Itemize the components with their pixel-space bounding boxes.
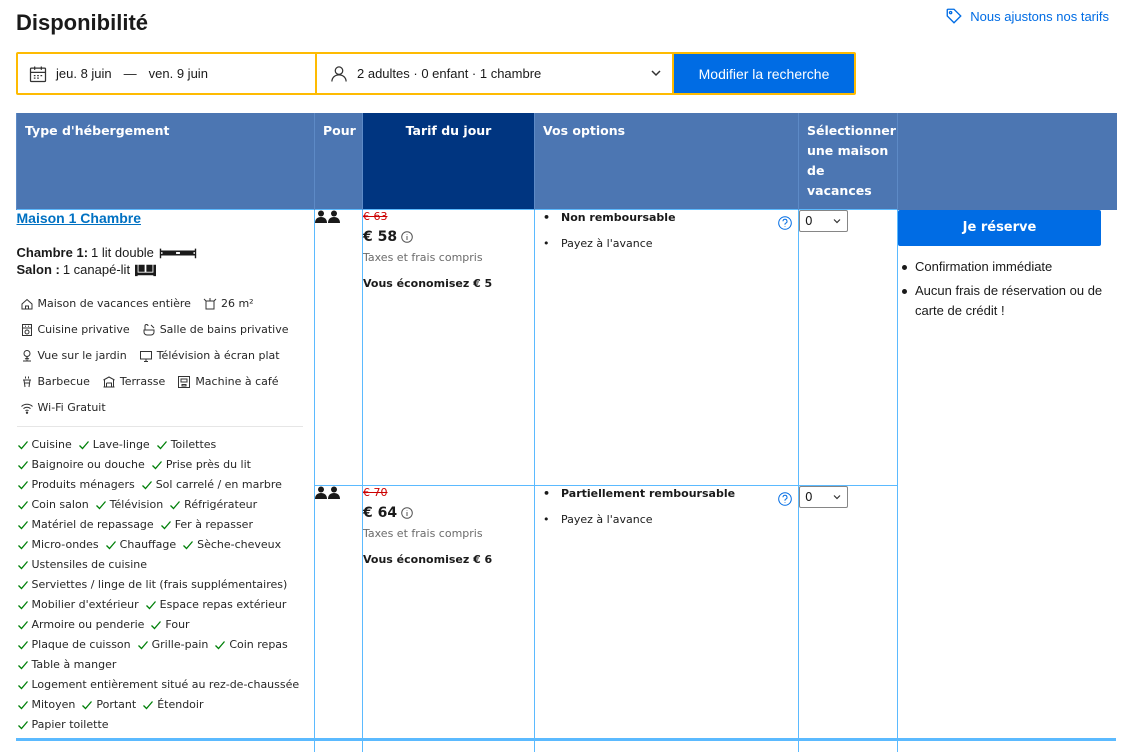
amenity-row xyxy=(17,497,309,513)
header-options: Vos options xyxy=(535,113,799,210)
check-icon xyxy=(169,499,181,511)
header-tarif: Tarif du jour xyxy=(363,113,535,210)
amenity-item xyxy=(182,537,281,553)
check-icon xyxy=(17,479,29,491)
amenity-item xyxy=(160,517,253,533)
bbq-icon xyxy=(20,375,34,389)
amenity-label: Chauffage xyxy=(119,538,177,551)
check-icon xyxy=(95,499,107,511)
amenity-row xyxy=(17,617,309,633)
amenity-label: Mobilier d'extérieur xyxy=(31,598,139,611)
chevron-down-icon xyxy=(650,67,662,79)
facility-item xyxy=(177,374,278,390)
amenity-label: Télévision xyxy=(109,498,164,511)
chevron-down-icon xyxy=(832,492,842,502)
amenity-row xyxy=(17,557,309,573)
benefit-item: Aucun frais de réservation ou de carte de crédit ! xyxy=(902,281,1117,321)
checkout-date: ven. 9 juin xyxy=(148,66,208,81)
old-price: € 63 xyxy=(363,210,388,223)
check-icon xyxy=(17,699,29,711)
amenity-row xyxy=(17,717,309,733)
option-title-text: Partiellement remboursable xyxy=(561,487,736,500)
options-cell-2 xyxy=(535,486,799,752)
two-persons-icon xyxy=(315,210,341,224)
amenity-item xyxy=(17,617,145,633)
amenity-item xyxy=(17,477,135,493)
select-cell-1 xyxy=(799,210,898,486)
area-icon xyxy=(203,297,217,311)
garden-icon xyxy=(20,349,34,363)
amenity-label: Portant xyxy=(96,698,137,711)
bed1-label: Chambre 1: xyxy=(16,245,89,260)
bed-line-2 xyxy=(17,261,315,278)
guests-text: 2 adultes · 0 enfant · 1 chambre xyxy=(357,66,542,81)
current-price xyxy=(363,229,534,245)
amenity-item xyxy=(145,597,287,613)
bed1-value: 1 lit double xyxy=(91,245,154,260)
bed2-label: Salon : xyxy=(16,262,60,277)
check-icon xyxy=(151,459,163,471)
amenity-row xyxy=(17,577,309,593)
amenity-label: Toilettes xyxy=(170,438,217,451)
amenity-item xyxy=(150,617,189,633)
table-row xyxy=(17,210,1117,486)
check-icon xyxy=(160,519,172,531)
check-icon xyxy=(17,499,29,511)
option-title: • Partiellement remboursable xyxy=(543,487,736,500)
check-icon xyxy=(214,639,226,651)
check-icon xyxy=(17,599,29,611)
question-icon[interactable] xyxy=(778,492,792,506)
amenity-label: Fer à repasser xyxy=(174,518,253,531)
facility-label: Wi-Fi Gratuit xyxy=(37,401,106,414)
check-icon xyxy=(17,719,29,731)
amenity-label: Cuisine xyxy=(31,438,72,451)
check-icon xyxy=(17,519,29,531)
wifi-icon xyxy=(20,401,34,415)
header-select: Sélectionner une maison de vacances xyxy=(799,113,898,210)
facility-item xyxy=(20,296,191,312)
amenity-item xyxy=(17,697,76,713)
check-icon xyxy=(17,439,29,451)
check-icon xyxy=(145,599,157,611)
option-payment-text: Payez à l'avance xyxy=(561,237,653,250)
amenity-label: Espace repas extérieur xyxy=(159,598,287,611)
amenity-label: Sol carrelé / en marbre xyxy=(155,478,282,491)
facility-label: Télévision à écran plat xyxy=(156,349,280,362)
option-payment-text: Payez à l'avance xyxy=(561,513,653,526)
amenity-label: Étendoir xyxy=(157,698,204,711)
amenity-item xyxy=(17,577,288,593)
sofa-bed-icon xyxy=(133,263,158,277)
price-note-text: Nous ajustons nos tarifs xyxy=(970,8,1109,24)
amenity-label: Réfrigérateur xyxy=(184,498,258,511)
select-cell-2 xyxy=(799,486,898,752)
amenity-item xyxy=(17,457,145,473)
amenity-item xyxy=(156,437,217,453)
date-separator: — xyxy=(123,66,137,81)
amenity-label: Sèche-cheveux xyxy=(197,538,282,551)
check-icon xyxy=(17,559,29,571)
amenity-item xyxy=(81,697,136,713)
check-icon xyxy=(17,679,29,691)
old-price: € 70 xyxy=(363,486,388,499)
price-cell-2 xyxy=(363,486,535,752)
amenity-item xyxy=(17,717,109,733)
check-icon xyxy=(137,639,149,651)
amenity-item xyxy=(151,457,251,473)
amenity-item xyxy=(105,537,176,553)
header-type: Type d'hébergement xyxy=(17,113,315,210)
info-icon[interactable] xyxy=(401,231,413,243)
amenity-label: Prise près du lit xyxy=(165,458,251,471)
amenity-row xyxy=(17,677,309,693)
option-payment: • Payez à l'avance xyxy=(543,513,653,526)
amenity-label: Papier toilette xyxy=(31,718,109,731)
facility-item xyxy=(142,322,289,338)
amenity-item xyxy=(17,517,154,533)
amenity-row xyxy=(17,457,309,473)
facility-label: 26 m² xyxy=(220,297,254,310)
amenity-label: Coin repas xyxy=(229,638,288,651)
amenity-item xyxy=(137,637,209,653)
savings-text: Vous économisez € 6 xyxy=(363,553,493,566)
amenity-row xyxy=(17,637,309,653)
header-reserve xyxy=(898,113,1117,210)
option-title-text: Non remboursable xyxy=(561,211,676,224)
chevron-down-icon xyxy=(832,216,842,226)
amenity-item xyxy=(169,497,257,513)
amenity-label: Ustensiles de cuisine xyxy=(31,558,148,571)
check-icon xyxy=(142,699,154,711)
amenity-label: Baignoire ou douche xyxy=(31,458,145,471)
facility-item xyxy=(20,400,106,416)
amenity-label: Micro-ondes xyxy=(31,538,99,551)
amenity-row xyxy=(17,657,309,673)
amenity-label: Grille-pain xyxy=(151,638,209,651)
amenity-item xyxy=(17,557,148,573)
options-cell-1 xyxy=(535,210,799,486)
price-value: € 64 xyxy=(363,505,398,521)
check-icon xyxy=(182,539,194,551)
check-icon xyxy=(150,619,162,631)
kitchen-icon xyxy=(20,323,34,337)
facility-item xyxy=(139,348,280,364)
check-icon xyxy=(17,459,29,471)
modify-search-button[interactable]: Modifier la recherche xyxy=(674,54,854,93)
amenity-item xyxy=(17,597,139,613)
checkin-date: jeu. 8 juin xyxy=(56,66,112,81)
check-icon xyxy=(81,699,93,711)
amenity-item xyxy=(214,637,287,653)
price-cell-1 xyxy=(363,210,535,486)
question-icon[interactable] xyxy=(778,216,792,230)
calendar-icon xyxy=(28,64,48,84)
accommodation-name-link[interactable]: Maison 1 Chambre xyxy=(16,210,141,226)
guests-selector[interactable] xyxy=(317,54,672,93)
quantity-value: 0 xyxy=(805,490,813,504)
check-icon xyxy=(17,539,29,551)
facility-item xyxy=(20,322,130,338)
check-icon xyxy=(78,439,90,451)
tax-note: Taxes et frais compris xyxy=(363,527,483,540)
savings-text: Vous économisez € 5 xyxy=(363,277,493,290)
terrace-icon xyxy=(102,375,116,389)
amenity-label: Armoire ou penderie xyxy=(31,618,145,631)
amenity-label: Four xyxy=(165,618,190,631)
amenity-row xyxy=(17,517,309,533)
amenity-item xyxy=(17,537,99,553)
amenity-row xyxy=(17,437,309,453)
check-icon xyxy=(141,479,153,491)
bath-icon xyxy=(142,323,156,337)
facility-label: Salle de bains privative xyxy=(159,323,289,336)
amenity-label: Logement entièrement situé au rez-de-chaussée xyxy=(31,678,300,691)
info-icon[interactable] xyxy=(401,507,413,519)
amenity-item xyxy=(17,657,117,673)
facility-label: Barbecue xyxy=(37,375,90,388)
bed-line-1 xyxy=(17,244,315,261)
reserve-cell xyxy=(898,210,1117,752)
check-icon xyxy=(17,619,29,631)
amenity-label: Coin salon xyxy=(31,498,89,511)
occupancy-cell-2 xyxy=(315,486,363,752)
availability-table xyxy=(16,113,1117,752)
reserve-button[interactable]: Je réserve xyxy=(898,210,1101,246)
check-icon xyxy=(17,579,29,591)
coffee-icon xyxy=(177,375,191,389)
amenity-item xyxy=(141,477,282,493)
option-title: • Non remboursable xyxy=(543,211,676,224)
amenity-item xyxy=(78,437,150,453)
search-bar xyxy=(16,52,856,95)
facility-item xyxy=(203,296,254,312)
check-icon xyxy=(156,439,168,451)
check-icon xyxy=(17,639,29,651)
amenity-label: Table à manger xyxy=(31,658,117,671)
page-title: Disponibilité xyxy=(16,10,148,35)
amenity-row xyxy=(17,697,309,713)
amenity-item xyxy=(17,637,131,653)
occupancy-cell-1 xyxy=(315,210,363,486)
amenity-item xyxy=(95,497,164,513)
facility-item xyxy=(20,374,90,390)
quantity-select[interactable] xyxy=(799,486,848,508)
amenity-label: Produits ménagers xyxy=(31,478,135,491)
header-pour: Pour xyxy=(315,113,363,210)
amenity-label: Plaque de cuisson xyxy=(31,638,131,651)
amenity-row xyxy=(17,537,309,553)
option-payment: • Payez à l'avance xyxy=(543,237,653,250)
facility-label: Cuisine privative xyxy=(37,323,130,336)
benefit-item: Confirmation immédiate xyxy=(902,257,1117,277)
bed2-value: 1 canapé-lit xyxy=(62,262,131,277)
check-icon xyxy=(17,659,29,671)
amenity-label: Serviettes / linge de lit (frais supplémentaires) xyxy=(31,578,288,591)
date-picker[interactable] xyxy=(18,54,315,93)
amenity-row xyxy=(17,477,309,493)
amenity-item xyxy=(17,437,72,453)
facility-label: Vue sur le jardin xyxy=(37,349,127,362)
amenity-item xyxy=(17,677,300,693)
check-icon xyxy=(105,539,117,551)
double-bed-icon xyxy=(157,246,199,260)
two-persons-icon xyxy=(315,486,341,500)
facility-item xyxy=(102,374,165,390)
facility-label: Maison de vacances entière xyxy=(37,297,191,310)
facility-list xyxy=(17,296,303,427)
person-icon xyxy=(329,64,349,84)
amenity-list xyxy=(17,427,309,733)
facility-item xyxy=(20,348,127,364)
price-value: € 58 xyxy=(363,229,398,245)
current-price xyxy=(363,505,534,521)
accommodation-cell xyxy=(17,210,315,752)
amenity-label: Lave-linge xyxy=(92,438,150,451)
tv-icon xyxy=(139,349,153,363)
quantity-select[interactable] xyxy=(799,210,848,232)
amenity-item xyxy=(142,697,203,713)
tax-note: Taxes et frais compris xyxy=(363,251,483,264)
reserve-benefits xyxy=(898,257,1117,321)
price-note-link[interactable] xyxy=(945,7,1109,25)
house-icon xyxy=(20,297,34,311)
amenity-label: Mitoyen xyxy=(31,698,76,711)
table-bottom-border xyxy=(16,738,1116,741)
facility-label: Terrasse xyxy=(119,375,166,388)
quantity-value: 0 xyxy=(805,214,813,228)
amenity-label: Matériel de repassage xyxy=(31,518,154,531)
amenity-item xyxy=(17,497,89,513)
amenity-row xyxy=(17,597,309,613)
tag-icon xyxy=(945,7,963,25)
facility-label: Machine à café xyxy=(195,375,279,388)
